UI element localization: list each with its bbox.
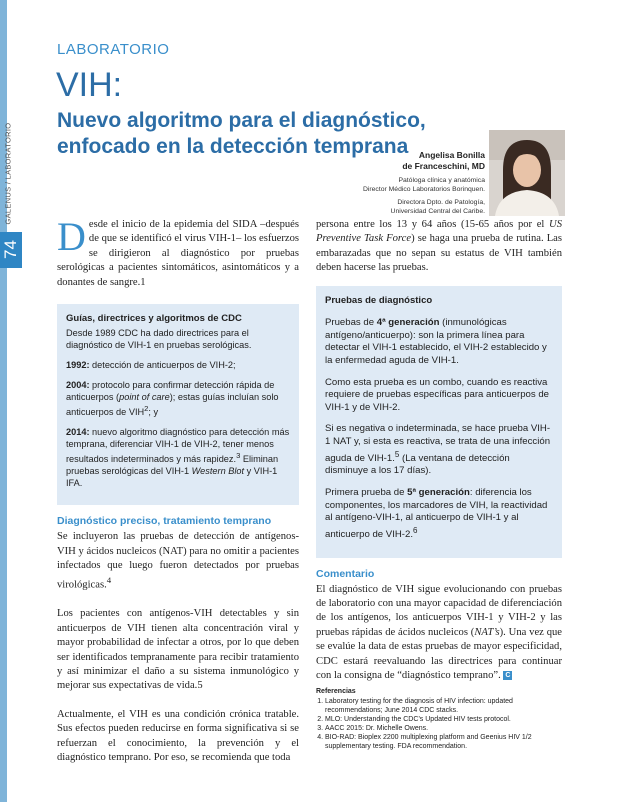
diag-p1-b: (inmunológicas antígeno/anticuerpo): son la primera línea para detectar el VIH-1 establecido, el VIH-2 establecido y la enfermedad aguda de VIH-1. — [325, 317, 547, 366]
diag-p2: Como esta prueba es un combo, cuando es reactiva requiere de pruebas específicas para anticuerpos de VIH-1 y de VIH-2. — [325, 376, 549, 413]
diag-p3-sup: 5 — [394, 449, 400, 459]
article-subtitle: Nuevo algoritmo para el diagnóstico, enfocado en la detección temprana — [57, 109, 426, 158]
article-title: VIH: — [56, 66, 123, 104]
references — [316, 687, 562, 751]
author-role-2-line-2: Universidad Central del Caribe. — [390, 208, 485, 215]
section1-p1-sup: 4 — [106, 575, 112, 586]
section-heading-comentario: Comentario — [316, 567, 375, 580]
diag-p4 — [325, 487, 553, 542]
cdc-2004-label: 2004: — [66, 380, 90, 391]
reference-item: 4. BIO-RAD: Bioplex 2200 multiplexing platform and Geenius HIV 1/2 supplementary testing. FDA recommendation. — [325, 733, 562, 751]
cdc-2014-italic: Western Blot — [191, 466, 245, 477]
end-of-article-icon: C — [505, 672, 511, 679]
author-role-1-line-2: Director Médico Laboratorios Borinquen. — [362, 186, 485, 193]
cdc-guidelines-box — [57, 304, 299, 505]
section1-paragraph-2: Los pacientes con antígenos-VIH detectables y sin anticuerpos de VIH tienen alta concentración viral y mayor probabilidad de infectar a otros, por lo que deben ser identificados tempranamente para recibir tratamiento y así minimizar el daño a su sistema inmunológico y mejorar sus expectativas de vida.5 — [57, 608, 299, 692]
author-name-1: Angelisa Bonilla — [418, 150, 485, 160]
cdc-2004-text-a: protocolo para confirmar detección rápida de anticuerpos ( — [66, 380, 275, 403]
diag-p3-a: Si es negativa o indeterminada, se hace prueba VIH-1 NAT y, si esta es reactiva, se trata de una infección aguda de VIH-1. — [325, 423, 551, 464]
running-head: GALENUS / LABORATORIO — [3, 122, 13, 225]
column-right — [316, 218, 562, 751]
cdc-box-title: Guías, directrices y algoritmos de CDC — [66, 313, 242, 325]
diag-box-title: Pruebas de diagnóstico — [325, 294, 433, 306]
cdc-2004-text-b: ); estas guías incluían solo anticuerpos de VIH — [66, 392, 279, 418]
diag-p4-sup: 6 — [413, 525, 418, 535]
author-block — [305, 150, 485, 216]
reference-item: 3. AACC 2015: Dr. Michelle Owens. — [325, 724, 562, 733]
section1-paragraph-1 — [57, 530, 299, 593]
diag-p3 — [325, 423, 553, 478]
author-photo — [489, 130, 565, 216]
cdc-2004-sup: 2 — [144, 404, 149, 414]
cdc-2014-text-b: Eliminan pruebas serológicas del VIH-1 — [66, 454, 279, 477]
section-label: LABORATORIO — [57, 41, 170, 58]
cdc-2014-sup: 3 — [236, 451, 241, 461]
diag-p1 — [325, 317, 553, 367]
author-role-1 — [305, 176, 485, 194]
cdc-2014-label: 2014: — [66, 427, 90, 438]
continued-paragraph — [316, 218, 562, 276]
intro-text: esde el inicio de la epidemia del SIDA –después de que se identificó el virus VIH-1– los esfuerzos se dirigieron al diagnóstico por pruebas serológicas a pacientes sintomáticos, asintomáticos y a donantes de sangre.1 — [57, 219, 299, 288]
cdc-2004-italic: point of care — [119, 392, 170, 403]
section-heading-diagnostico: Diagnóstico preciso, tratamiento temprano — [57, 515, 272, 528]
cdc-2014 — [66, 426, 290, 489]
comment-text-a: El diagnóstico de VIH sigue evolucionando con pruebas de laboratorio con una mayor capacidad de diferenciación de los antígenos, los anticuerpos VIH-1 y VIH-2 y las pruebas rápidas de ácidos nucleicos ( — [316, 583, 562, 638]
comment-italic: NAT’s — [474, 626, 500, 638]
diag-p4-bold: 5ª generación — [407, 486, 470, 498]
references-heading: Referencias — [316, 688, 356, 696]
diagnostic-tests-box — [316, 286, 562, 558]
diag-p4-b: : diferencia los componentes, los marcadores de VIH, la reactividad al antígeno-VIH-1, al anticuerpo de VIH-1 y al anticuerpo de VIH-2. — [325, 486, 548, 540]
cdc-1992-text: detección de anticuerpos de VIH-2; — [89, 360, 236, 371]
diag-p3-b: (La ventana de detección disminuye a los 17 días). — [325, 452, 510, 477]
diag-p1-a: Pruebas de — [325, 317, 377, 329]
page-sidebar-strip — [0, 0, 7, 802]
diag-p4-a: Primera prueba de — [325, 486, 408, 498]
drop-cap: D — [57, 214, 86, 259]
author-role-2-line-1: Directora Dpto. de Patología, — [397, 199, 485, 206]
cont-italic: US Preventive Task Force — [316, 219, 562, 245]
references-list — [325, 697, 562, 751]
comment-text-b: ). Una vez que se evalúe la data de estas pruebas de mayor especificidad, CDC estará reevaluando las directrices para continuar con la consigna de “diagnóstico temprano”. — [316, 626, 562, 681]
author-role-1-line-1: Patóloga clínica y anatómica — [398, 177, 485, 184]
section1-paragraph-3: Actualmente, el VIH es una condición crónica tratable. Sus efectos pueden reducirse en forma significativa si se refuerzan el conocimiento, la prevención y el diagnóstico temprano. Por eso, se recomienda que toda — [57, 708, 299, 763]
cdc-box-intro: Desde 1989 CDC ha dado directrices para el diagnóstico de VIH-1 en pruebas serológicas. — [66, 328, 252, 351]
column-left — [57, 214, 299, 765]
cdc-2014-text-c: y VIH-1 IFA. — [66, 466, 278, 489]
cont-text-a: persona entre los 13 y 64 años (15-65 años por el — [316, 219, 550, 230]
diag-p1-bold: 4ª generación — [376, 317, 440, 329]
section1-p1-text: Se incluyeron las pruebas de detección de antígenos-VIH y ácidos nucleicos (NAT) para no omitir a pacientes infectados que luego fueron detectados por pruebas virológicas. — [57, 531, 299, 591]
author-name-2: de Franceschini, MD — [402, 161, 485, 171]
comment-paragraph — [316, 583, 562, 684]
intro-paragraph — [57, 214, 299, 290]
cdc-2004 — [66, 379, 290, 418]
reference-item: 1. Laboratory testing for the diagnosis of HIV infection: updated recommendations; June 2014 CDC stacks. — [325, 697, 562, 715]
cdc-1992 — [66, 359, 290, 371]
cdc-2004-text-c: ; y — [148, 407, 159, 418]
reference-item: 2. MLO: Understanding the CDC’s Updated HIV tests protocol. — [325, 715, 562, 724]
cdc-2014-text-a: nuevo algoritmo diagnóstico para detección más temprana, diferenciar VIH-1 de VIH-2, tener menos resultados indeterminados y más rapidez. — [66, 427, 290, 465]
cont-text-b: ) se haga una prueba de rutina. Las embarazadas que no sepan su estatus de VIH también deben hacerse las pruebas. — [316, 233, 562, 274]
page-number: 74 — [1, 240, 20, 259]
cdc-1992-label: 1992: — [66, 360, 90, 371]
author-role-2 — [305, 198, 485, 216]
